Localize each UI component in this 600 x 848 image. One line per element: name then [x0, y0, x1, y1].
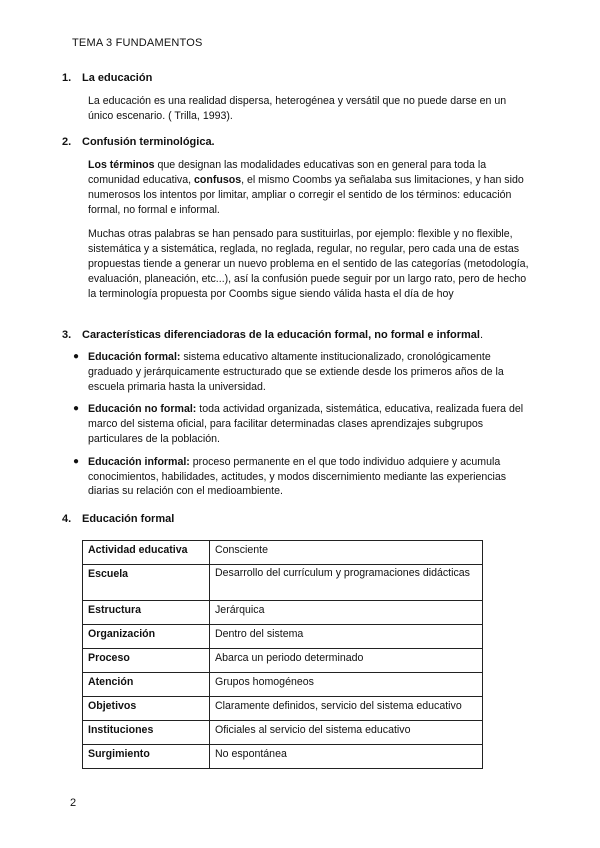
- table-key: Atención: [83, 673, 210, 697]
- table-value: Dentro del sistema: [210, 625, 483, 649]
- table-value: Desarrollo del currículum y programaciones didácticas: [210, 565, 483, 601]
- table-row: [83, 697, 483, 721]
- item-lead: Educación formal:: [88, 351, 181, 363]
- bullet-icon: ●: [73, 351, 80, 362]
- table-key: Estructura: [83, 601, 210, 625]
- table-value: Oficiales al servicio del sistema educativo: [210, 721, 483, 745]
- table-key: Proceso: [83, 649, 210, 673]
- section-number: 1.: [62, 72, 72, 84]
- table-value: Claramente definidos, servicio del sistema educativo: [210, 697, 483, 721]
- item-text: sistema educativo altamente institucionalizado, cronológicamente graduado y jerárquicamente estructurado que se extiende desde los primeros años de la escuela primaria hasta la universidad.: [88, 351, 504, 393]
- bold-term: confusos: [194, 174, 242, 186]
- item-lead: Educación no formal:: [88, 403, 197, 416]
- table-row: [83, 745, 483, 769]
- table-value: Abarca un periodo determinado: [210, 649, 483, 673]
- paragraph: [88, 158, 530, 218]
- section-title: Confusión terminológica.: [82, 136, 215, 148]
- list-item: [73, 350, 530, 394]
- section-number: 3.: [62, 329, 72, 341]
- table-row: [83, 541, 483, 565]
- table-key: Surgimiento: [83, 745, 210, 769]
- bullet-icon: ●: [73, 403, 80, 415]
- table-value: Consciente: [210, 541, 483, 565]
- section-heading: [62, 513, 530, 525]
- table-row: [83, 721, 483, 745]
- section-title: [82, 329, 483, 341]
- table-value: Jerárquica: [210, 601, 483, 625]
- bold-term: Los términos: [88, 159, 155, 171]
- section-number: 2.: [62, 136, 72, 148]
- page-header: TEMA 3 FUNDAMENTOS: [72, 37, 203, 49]
- item-lead: Educación informal:: [88, 455, 190, 468]
- item-text: proceso permanente en el que todo individuo adquiere y acumula conocimientos, habilidades, actitudes, y modos discernimiento mediante las experiencias diarias su relación con el medioambiente.: [88, 455, 507, 498]
- educacion-formal-table: [82, 540, 483, 769]
- table-row: [83, 649, 483, 673]
- section-title: Educación formal: [82, 513, 175, 525]
- list-item: [73, 455, 530, 499]
- list-item: [73, 402, 530, 446]
- paragraph: Muchas otras palabras se han pensado para sustituirlas, por ejemplo: flexible y no flexible, sistemática y a sistemática, reglada, no reglada, regular, no regular, pero cada una de estas propuestas tiende a generar un nuevo problema en el sentido de las categorías (metodología, evaluación, planeación, etc...), así la confusión puede seguir por un largo rato, pero de hecho la terminología propuesta por Coombs sigue siendo válida hasta el día de hoy: [88, 228, 529, 300]
- section-la-educacion: [62, 72, 530, 124]
- table-row: [83, 601, 483, 625]
- table-row: [83, 565, 483, 601]
- section-title-text: Características diferenciadoras de la educación formal, no formal e informal: [82, 329, 480, 341]
- table-key: Objetivos: [83, 697, 210, 721]
- table-row: [83, 625, 483, 649]
- text-run: , el mismo Coombs ya señalaba sus limitaciones, y han sido numerosos los intentos por limitar, ampliar o corregir el sentido de los términos: educación formal, no formal e informal.: [88, 174, 524, 216]
- section-heading: [62, 136, 530, 148]
- section-heading: [62, 72, 530, 84]
- table-key: Instituciones: [83, 721, 210, 745]
- table-key: Escuela: [83, 565, 210, 601]
- title-period: .: [479, 329, 484, 341]
- bullet-list: [73, 350, 530, 499]
- table-value: Grupos homogéneos: [210, 673, 483, 697]
- bullet-icon: ●: [73, 455, 80, 467]
- item-text: toda actividad organizada, sistemática, educativa, realizada fuera del marco del sistema oficial, para facilitar determinadas clases aprendizajes subgrupos particulares de la población.: [88, 403, 524, 445]
- page-number: 2: [70, 797, 77, 809]
- paragraph: La educación es una realidad dispersa, heterogénea y versátil que no puede darse en un único escenario. ( Trilla, 1993).: [88, 95, 507, 122]
- section-heading: [62, 329, 530, 341]
- table-row: [83, 673, 483, 697]
- table-key: Organización: [83, 625, 210, 649]
- section-confusion-terminologica: [62, 136, 530, 302]
- section-educacion-formal: [62, 513, 530, 525]
- table-value: No espontánea: [210, 745, 483, 769]
- section-number: 4.: [62, 513, 72, 525]
- section-caracteristicas: [62, 329, 530, 499]
- text-run: que designan las modalidades educativas son en general para toda la comunidad educativa,: [88, 159, 487, 186]
- section-title: La educación: [82, 72, 153, 84]
- table-key: Actividad educativa: [83, 541, 210, 565]
